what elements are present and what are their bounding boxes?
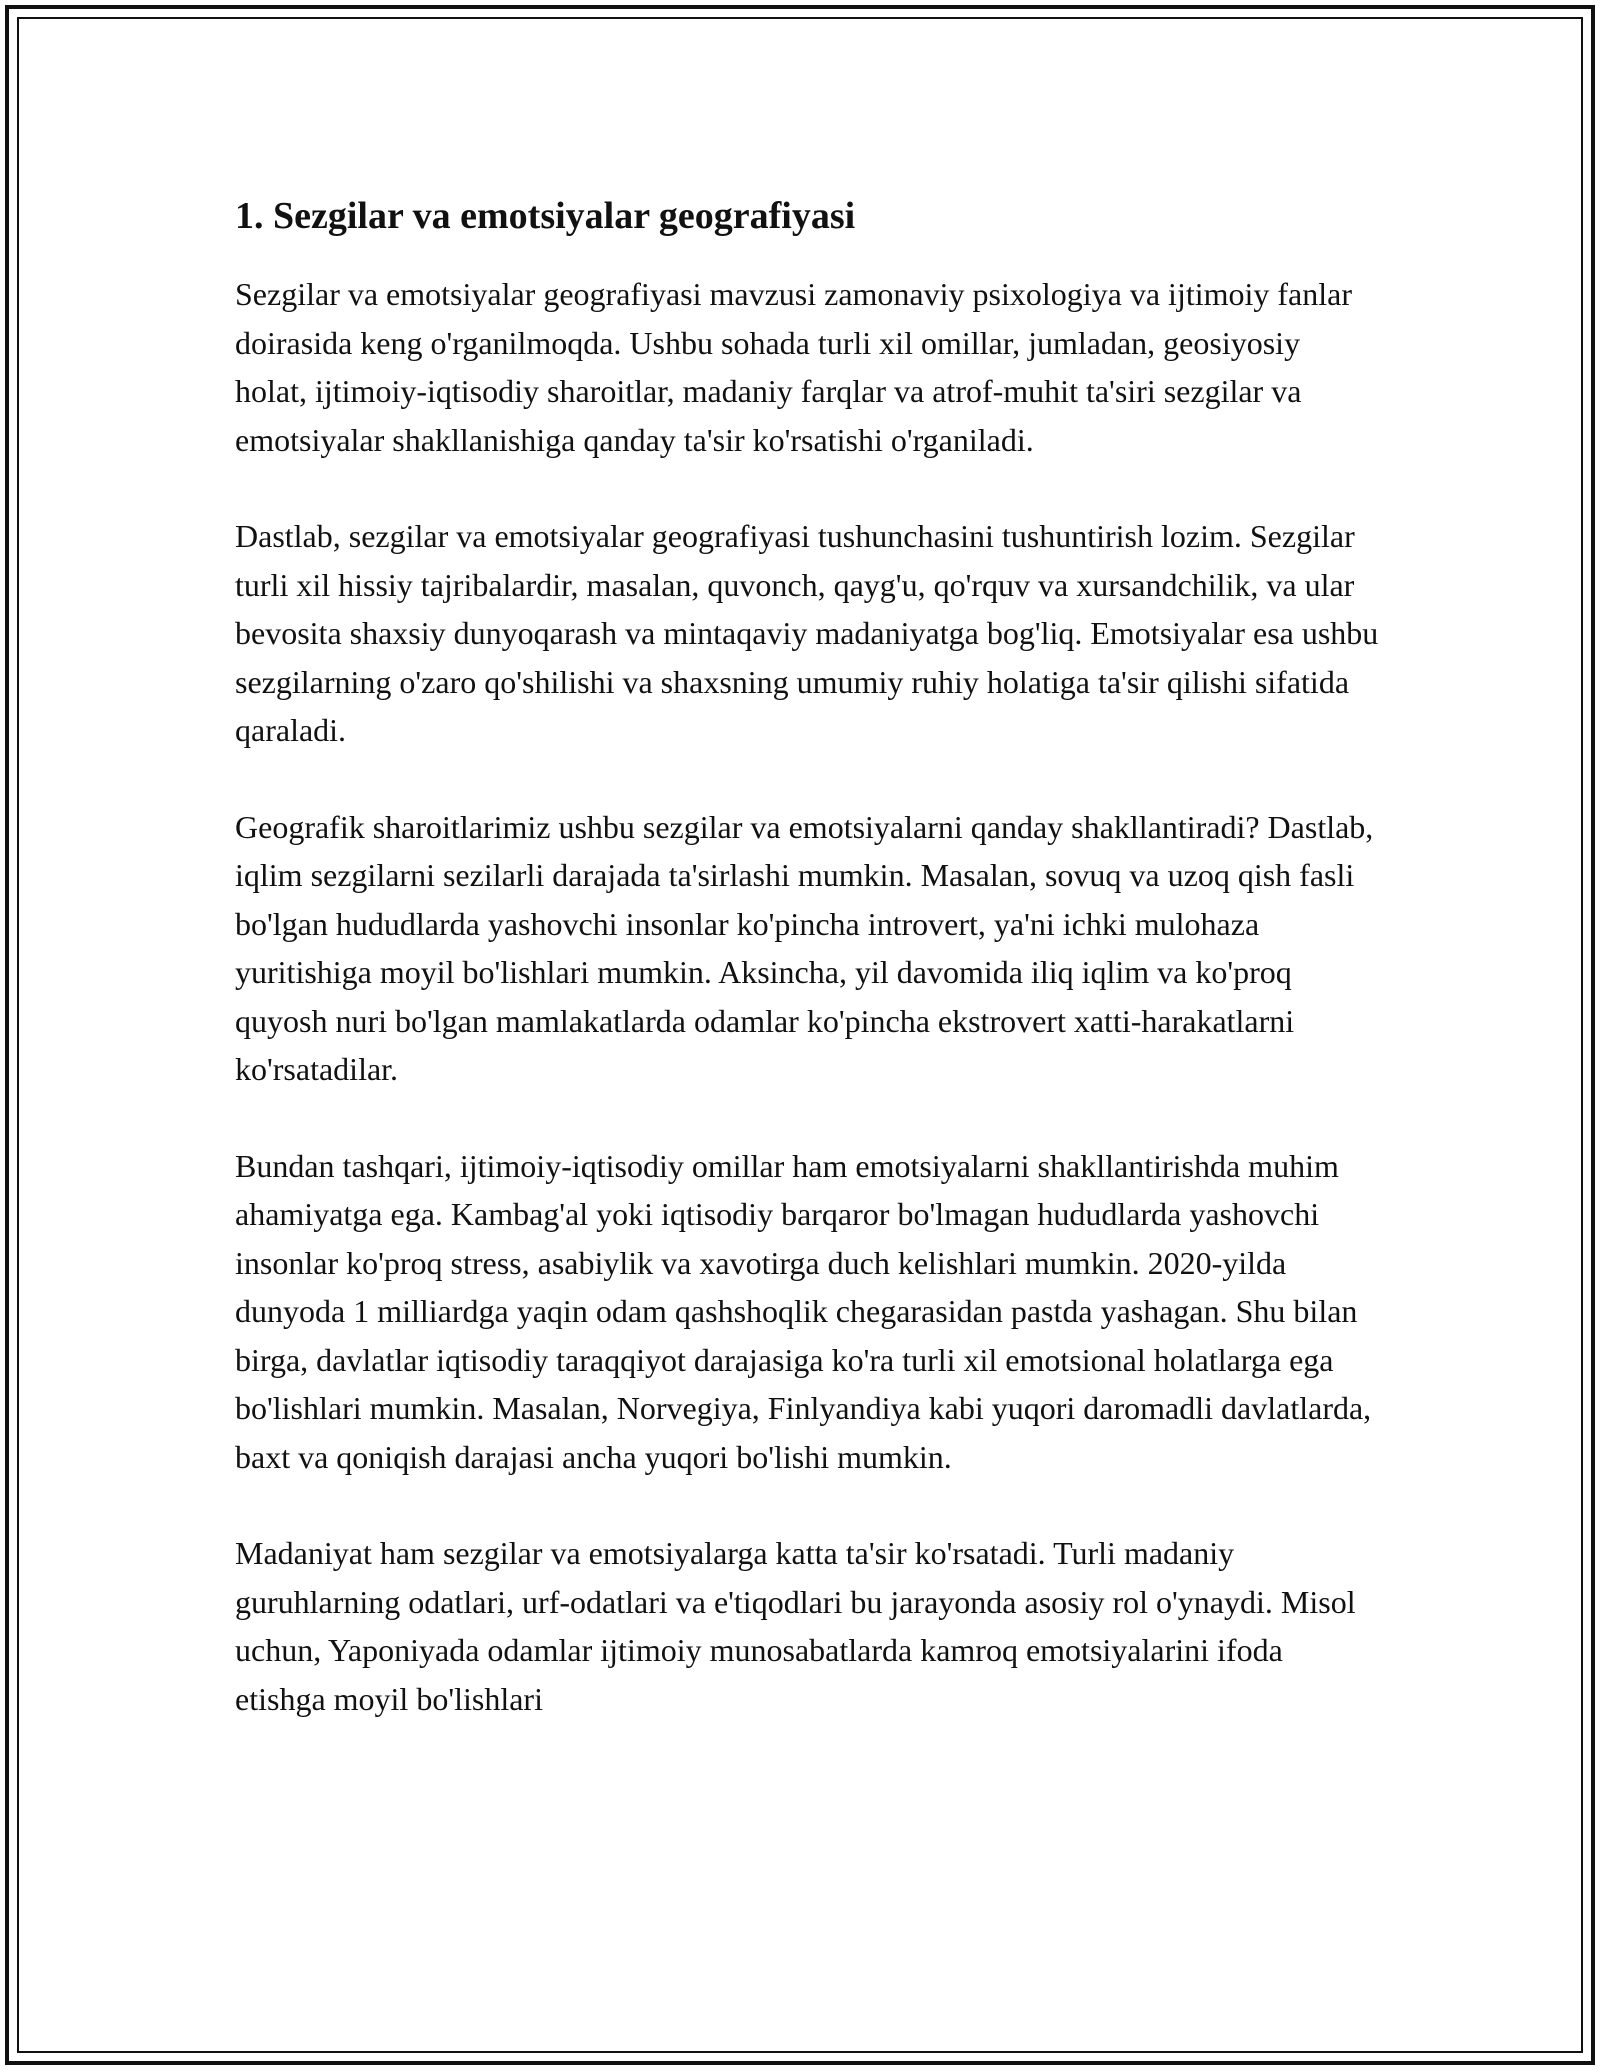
paragraph-3: Geografik sharoitlarimiz ushbu sezgilar va emotsiyalarni qanday shakllantiradi? Dastlab, iqlim sezgilarni sezilarli darajada ta'sirlashi mumkin. Masalan, sovuq va uzoq qish fasli bo'lgan hududlarda yashovchi insonlar ko'pincha introvert, ya'ni ichki mulohaza yuritishiga moyil bo'lishlari mumkin. Aksincha, yil davomida iliq iqlim va ko'proq quyosh nuri bo'lgan mamlakatlarda odamlar ko'pincha ekstrovert xatti-harakatlarni ko'rsatadilar. (235, 808, 1374, 1087)
paragraph-1: Sezgilar va emotsiyalar geografiyasi mavzusi zamonaviy psixologiya va ijtimoiy fanlar doirasida keng o'rganilmoqda. Ushbu sohada turli xil omillar, jumladan, geosiyosiy holat, ijtimoiy-iqtisodiy sharoitlar, madaniy farqlar va atrof-muhit ta'siri sezgilar va emotsiyalar shakllanishiga qanday ta'sir ko'rsatishi o'rganiladi. (235, 276, 1352, 458)
paragraph-4: Bundan tashqari, ijtimoiy-iqtisodiy omillar ham emotsiyalarni shakllantirishda muhim ahamiyatga ega. Kambag'al yoki iqtisodiy barqaror bo'lmagan hududlarda yashovchi insonlar ko'proq stress, asabiylik va xavotirga duch kelishlari mumkin. 2020-yilda dunyoda 1 milliardga yaqin odam qashshoqlik chegarasidan pastda yashagan. Shu bilan birga, davlatlar iqtisodiy taraqqiyot darajasiga ko'ra turli xil emotsional holatlarga ega bo'lishlari mumkin. Masalan, Norvegiya, Finlyandiya kabi yuqori daromadli davlatlarda, baxt va qoniqish darajasi ancha yuqori bo'lishi mumkin. (235, 1147, 1372, 1475)
document-body (235, 188, 1380, 1771)
paragraph-2: Dastlab, sezgilar va emotsiyalar geografiyasi tushunchasini tushuntirish lozim. Sezgilar turli xil hissiy tajribalardir, masalan, quvonch, qayg'u, qo'rquv va xursandchilik, va ular bevosita shaxsiy dunyoqarash va mintaqaviy madaniyatga bog'liq. Emotsiyalar esa ushbu sezgilarning o'zaro qo'shilishi va shaxsning umumiy ruhiy holatiga ta'sir qilishi sifatida qaraladi. (235, 518, 1379, 748)
section-heading: 1. Sezgilar va emotsiyalar geografiyasi (235, 195, 856, 237)
paragraph-5: Madaniyat ham sezgilar va emotsiyalarga katta ta'sir ko'rsatadi. Turli madaniy guruhlarning odatlari, urf-odatlari va e'tiqodlari bu jarayonda asosiy rol o'ynaydi. Misol uchun, Yaponiyada odamlar ijtimoiy munosabatlarda kamroq emotsiyalarini ifoda etishga moyil bo'lishlari (235, 1535, 1356, 1717)
